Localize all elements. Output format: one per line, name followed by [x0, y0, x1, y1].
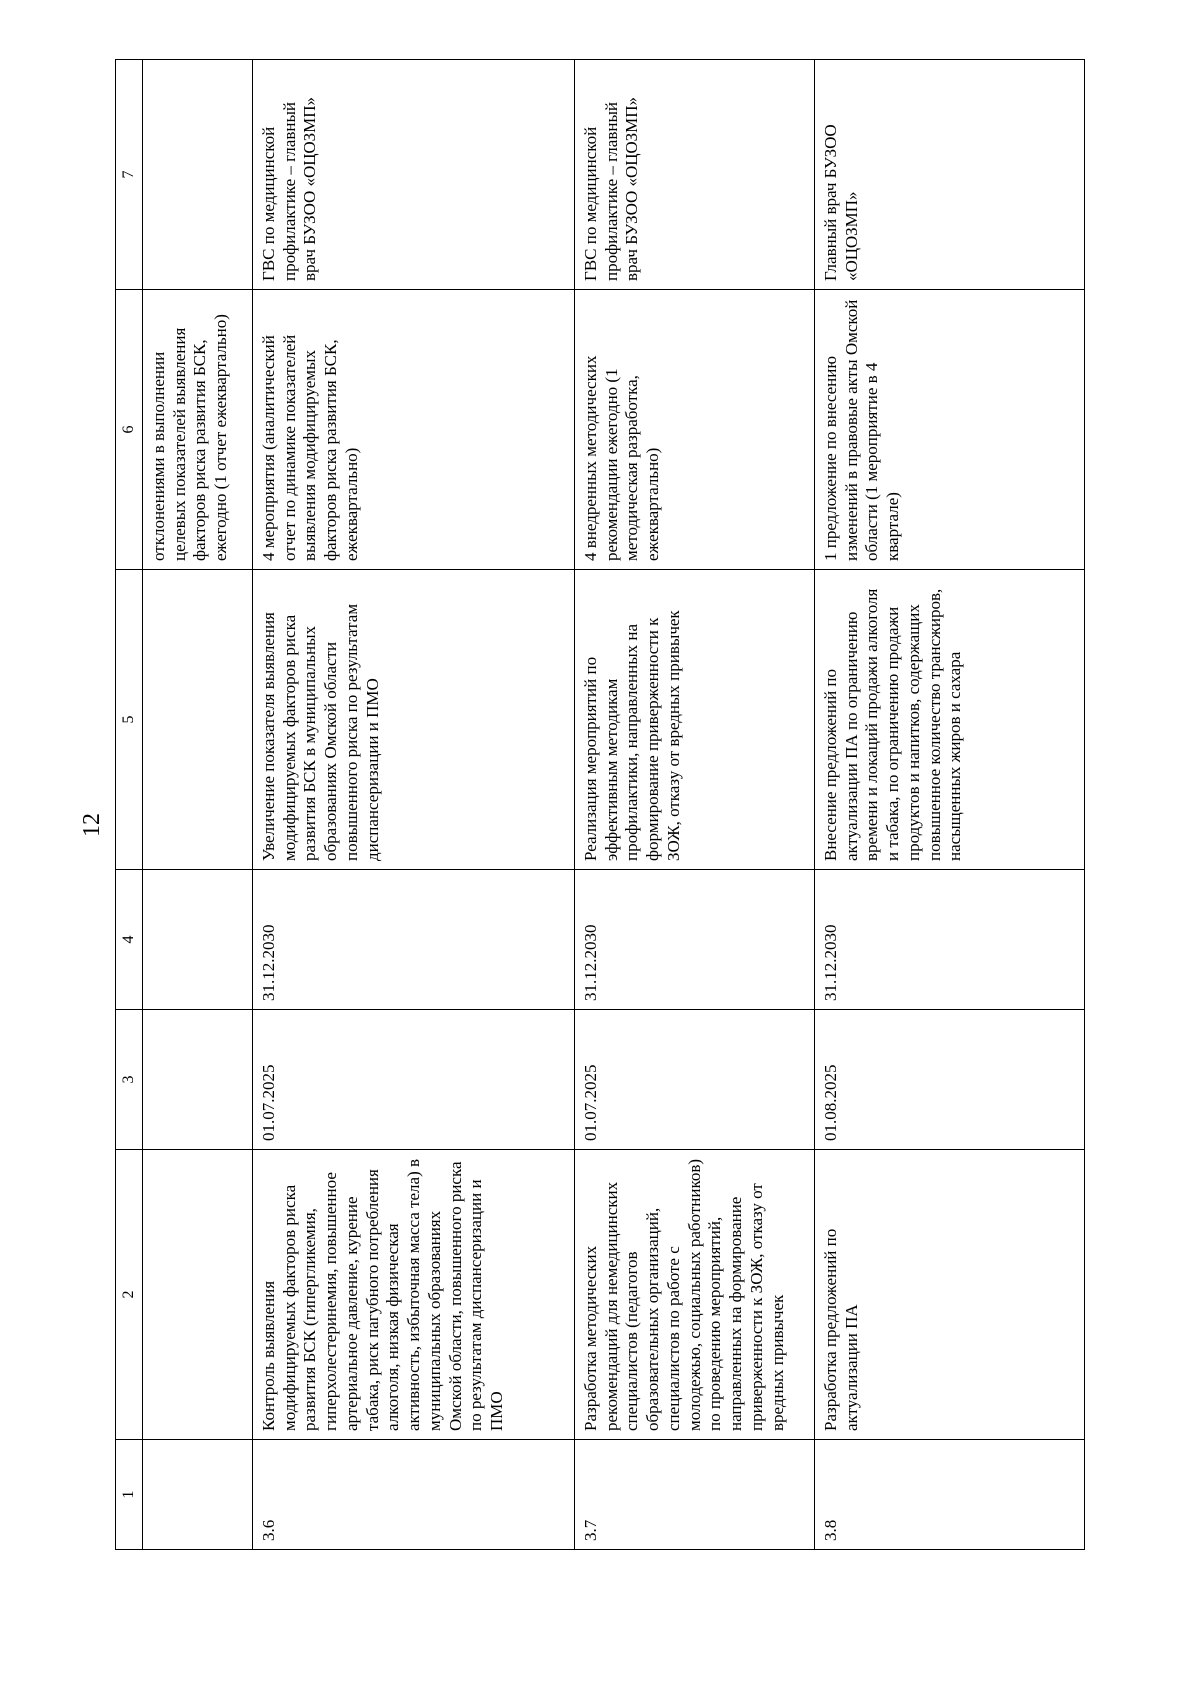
column-number: 5: [116, 570, 143, 870]
column-number: 4: [116, 870, 143, 1010]
table-row-continuation: [143, 60, 253, 1550]
event-cell: Контроль выявления модифицируемых факторов риска развития БСК (гипергликемия, гиперхолестеринемия, повышенное артериальное давление, курение табака, риск пагубного потребления алкоголя, низкая физическая активность, избыточная масса тела) в муниципальных образованиях Омской области, повышенного риска по результатам диспансеризации и ПМО: [253, 1150, 575, 1440]
indicator-cell: отклонениями в выполнении целевых показателей выявления факторов риска развития БСК, ежегодно (1 отчет ежеквартально): [143, 290, 253, 570]
start-date-cell: 01.07.2025: [253, 1010, 575, 1150]
column-number: 1: [116, 1440, 143, 1550]
result-cell: [143, 570, 253, 870]
start-date-cell: 01.08.2025: [815, 1010, 1085, 1150]
result-cell: Реализация мероприятий по эффективным методикам профилактики, направленных на формирование приверженности к ЗОЖ, отказу от вредных привычек: [575, 570, 815, 870]
indicator-cell: 4 мероприятия (аналитический отчет по динамике показателей выявления модифицируемых факторов риска развития БСК, ежеквартально): [253, 290, 575, 570]
row-number-cell: 3.7: [575, 1440, 815, 1550]
indicator-cell: 1 предложение по внесению изменений в правовые акты Омской области (1 мероприятие в 4 квартале): [815, 290, 1085, 570]
column-number: 7: [116, 60, 143, 290]
responsible-cell: [143, 60, 253, 290]
plan-table-container: [115, 60, 1085, 1550]
table-row: [575, 60, 815, 1550]
result-cell: Увеличение показателя выявления модифицируемых факторов риска развития БСК в муниципальных образованиях Омской области повышенного риска по результатам диспансеризации и ПМО: [253, 570, 575, 870]
end-date-cell: 31.12.2030: [815, 870, 1085, 1010]
start-date-cell: 01.07.2025: [575, 1010, 815, 1150]
end-date-cell: 31.12.2030: [575, 870, 815, 1010]
event-cell: Разработка предложений по актуализации ПА: [815, 1150, 1085, 1440]
column-number: 3: [116, 1010, 143, 1150]
end-date-cell: 31.12.2030: [253, 870, 575, 1010]
column-number: 2: [116, 1150, 143, 1440]
result-cell: Внесение предложений по актуализации ПА по ограничению времени и локаций продажи алкоголя и табака, по ограничению продажи продуктов и напитков, содержащих повышенное количество трансжиров, насыщенных жиров и сахара: [815, 570, 1085, 870]
responsible-cell: ГВС по медицинской профилактике – главный врач БУЗОО «ОЦОЗМП»: [575, 60, 815, 290]
row-number-cell: 3.6: [253, 1440, 575, 1550]
end-date-cell: [143, 870, 253, 1010]
column-numbers-row: [116, 60, 143, 1550]
table-row: [253, 60, 575, 1550]
responsible-cell: ГВС по медицинской профилактике – главный врач БУЗОО «ОЦОЗМП»: [253, 60, 575, 290]
event-cell: Разработка методических рекомендаций для немедицинских специалистов (педагогов образовательных организаций, специалистов по работе с молодежью, социальных работников) по проведению мероприятий, направленных на формирование приверженности к ЗОЖ, отказу от вредных привычек: [575, 1150, 815, 1440]
start-date-cell: [143, 1010, 253, 1150]
row-number-cell: [143, 1440, 253, 1550]
row-number-cell: 3.8: [815, 1440, 1085, 1550]
responsible-cell: Главный врач БУЗОО «ОЦОЗМП»: [815, 60, 1085, 290]
indicator-cell: 4 внедренных методических рекомендации ежегодно (1 методическая разработка, ежеквартально): [575, 290, 815, 570]
column-number: 6: [116, 290, 143, 570]
table-row: [815, 60, 1085, 1550]
plan-table: [115, 59, 1085, 1550]
event-cell: [143, 1150, 253, 1440]
page-number: 12: [79, 813, 105, 837]
